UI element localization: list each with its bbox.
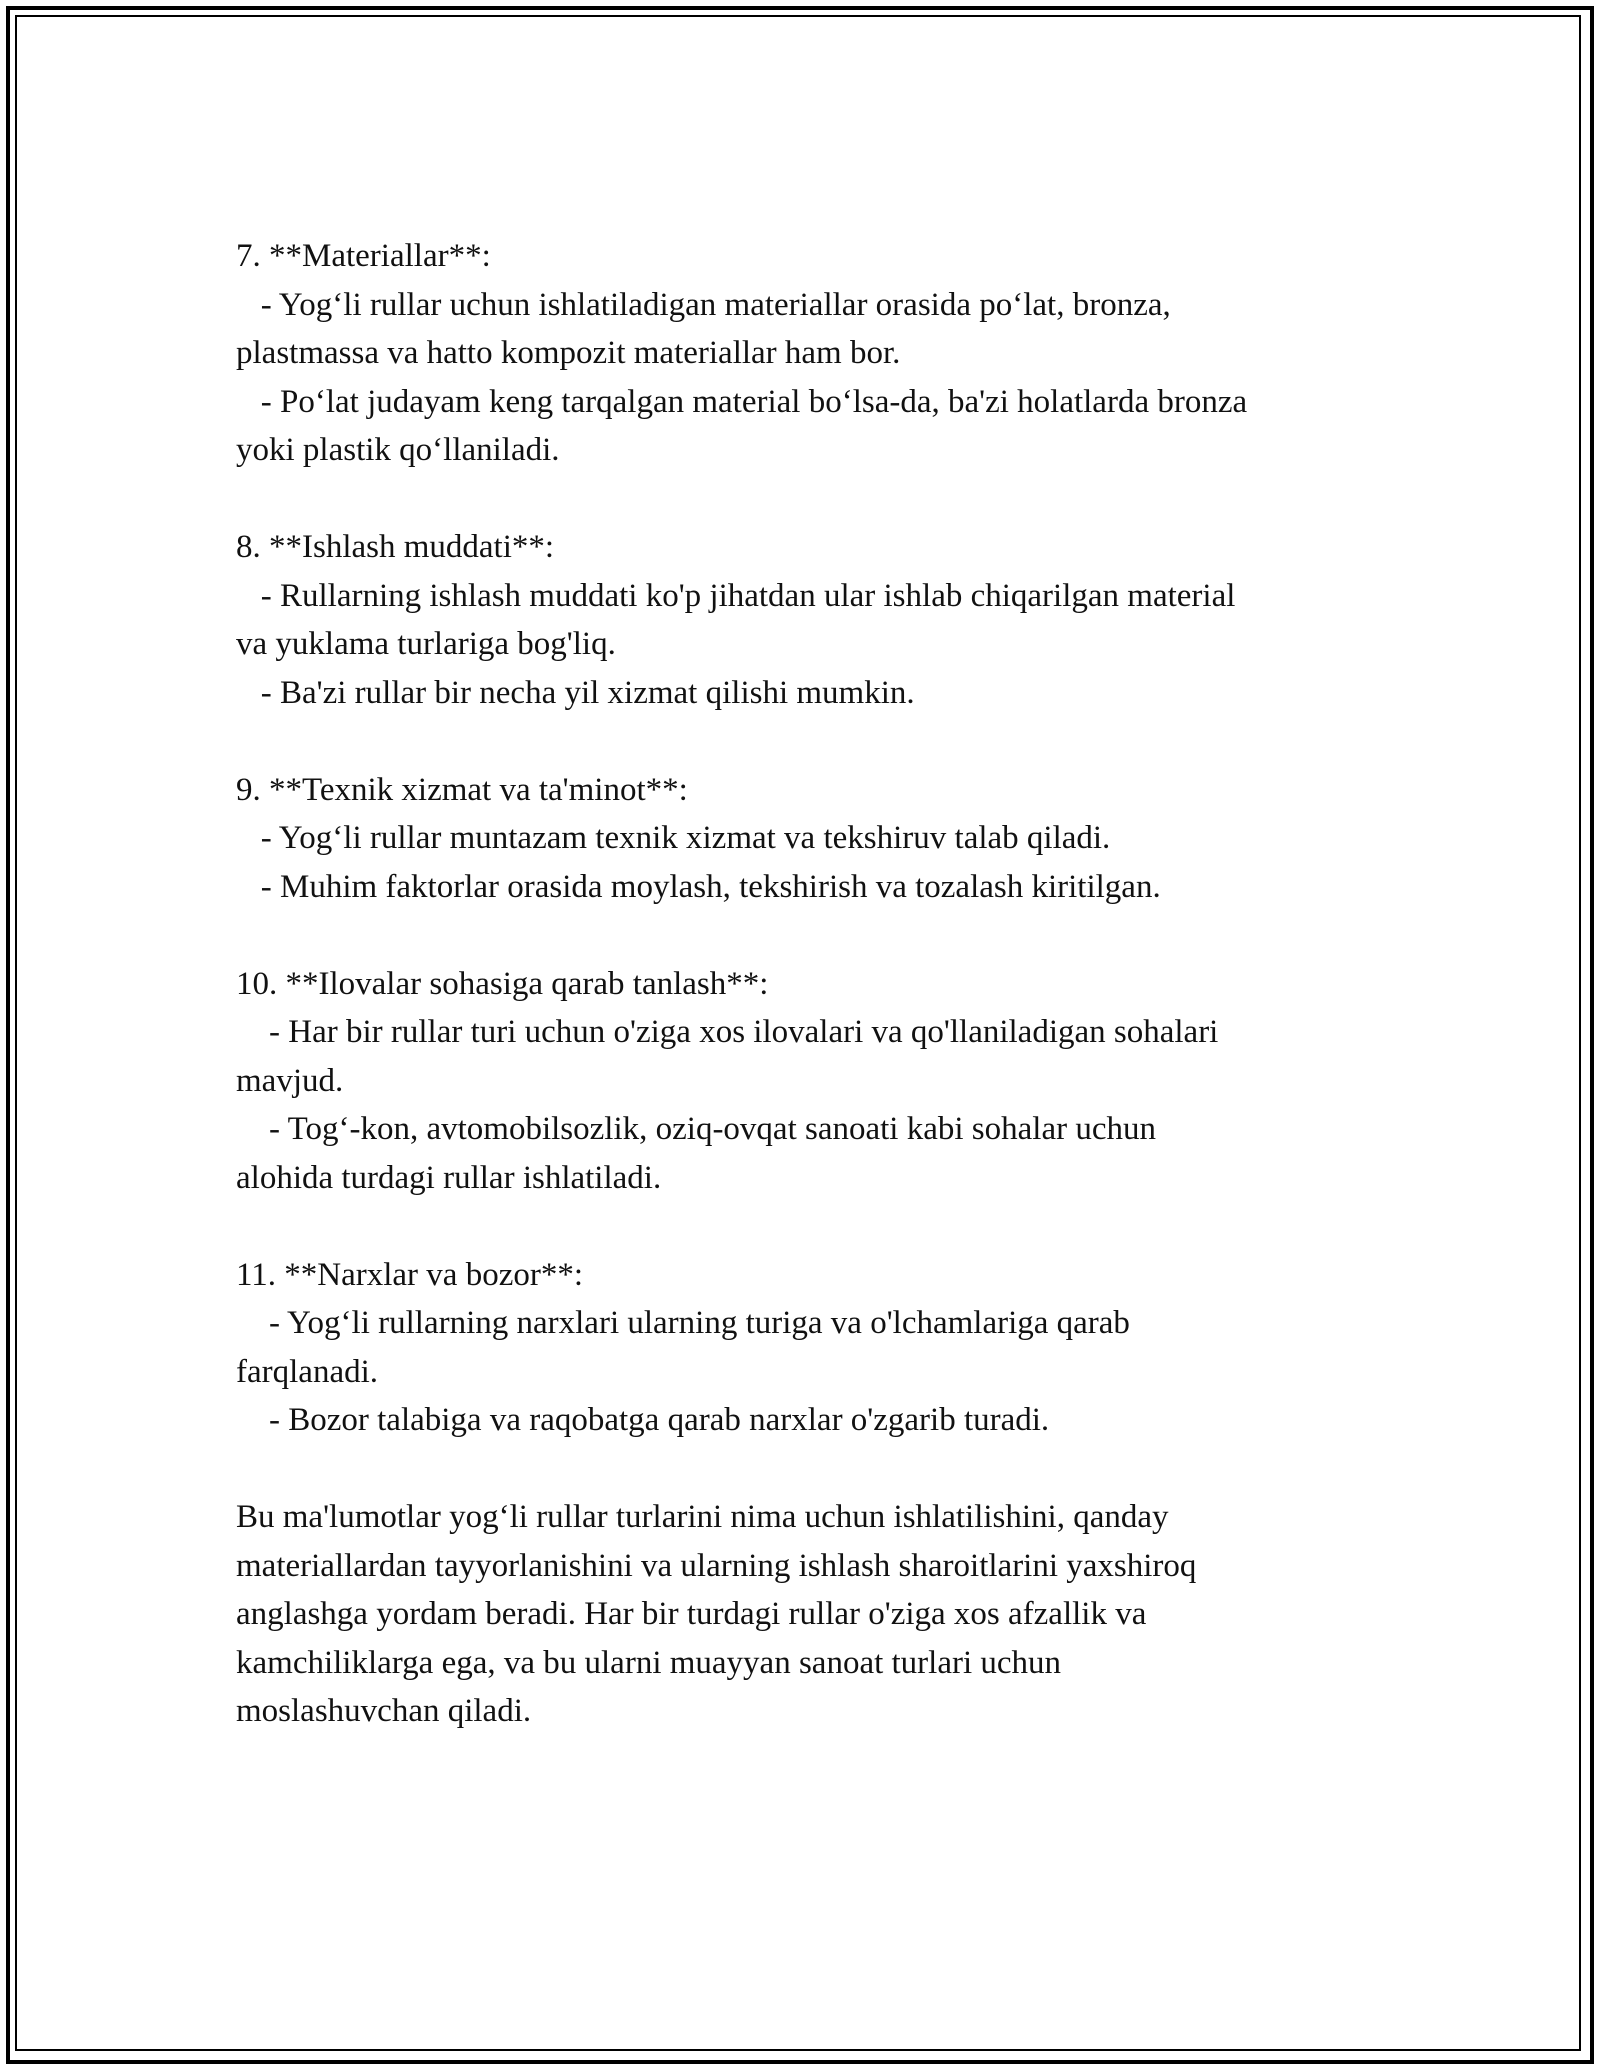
text-line: moslashuvchan qiladi. bbox=[236, 1693, 532, 1729]
blank-line bbox=[236, 1445, 1386, 1494]
text-line: - Po‘lat judayam keng tarqalgan material bo‘lsa-da, ba'zi holatlarda bronza bbox=[236, 383, 1248, 420]
blank-line bbox=[236, 1202, 1386, 1251]
text-line: - Har bir rullar turi uchun o'ziga xos ilovalari va qo'llaniladigan sohalari bbox=[236, 1014, 1219, 1050]
text-line: va yuklama turlariga bog'liq. bbox=[236, 626, 616, 662]
text-line: mavjud. bbox=[236, 1062, 344, 1099]
text-line: yoki plastik qo‘llaniladi. bbox=[236, 432, 560, 468]
text-line: - Rullarning ishlash muddati ko'p jihatdan ular ishlab chiqarilgan material bbox=[236, 577, 1236, 614]
blank-line bbox=[236, 911, 1386, 960]
text-line: - Ba'zi rullar bir necha yil xizmat qilishi mumkin. bbox=[236, 674, 915, 711]
document-body bbox=[236, 232, 1386, 1736]
text-line: farqlanadi. bbox=[236, 1353, 379, 1390]
text-line: 8. **Ishlash muddati**: bbox=[236, 529, 555, 565]
text-line: - Bozor talabiga va raqobatga qarab narxlar o'zgarib turadi. bbox=[236, 1402, 1050, 1438]
text-line: - Tog‘-kon, avtomobilsozlik, oziq-ovqat sanoati kabi sohalar uchun bbox=[236, 1111, 1156, 1147]
text-line: Bu ma'lumotlar yog‘li rullar turlarini nima uchun ishlatilishini, qanday bbox=[236, 1499, 1169, 1535]
text-line: materiallardan tayyorlanishini va ularning ishlash sharoitlarini yaxshiroq bbox=[236, 1547, 1197, 1584]
text-line: - Muhim faktorlar orasida moylash, tekshirish va tozalash kiritilgan. bbox=[236, 868, 1161, 905]
text-line: alohida turdagi rullar ishlatiladi. bbox=[236, 1159, 662, 1196]
text-line: plastmassa va hatto kompozit materiallar ham bor. bbox=[236, 335, 901, 371]
text-line: - Yog‘li rullarning narxlari ularning turiga va o'lchamlariga qarab bbox=[236, 1305, 1130, 1341]
text-line: kamchiliklarga ega, va bu ularni muayyan sanoat turlari uchun bbox=[236, 1644, 1062, 1681]
text-line: 9. **Texnik xizmat va ta'minot**: bbox=[236, 771, 688, 808]
text-line: anglashga yordam beradi. Har bir turdagi rullar o'ziga xos afzallik va bbox=[236, 1596, 1147, 1632]
text-line: 10. **Ilovalar sohasiga qarab tanlash**: bbox=[236, 965, 769, 1002]
text-line: 11. **Narxlar va bozor**: bbox=[236, 1256, 583, 1293]
text-line: - Yog‘li rullar uchun ishlatiladigan materiallar orasida po‘lat, bronza, bbox=[236, 286, 1171, 323]
text-line: - Yog‘li rullar muntazam texnik xizmat va tekshiruv talab qiladi. bbox=[236, 820, 1111, 856]
blank-line bbox=[236, 475, 1386, 524]
text-line: 7. **Materiallar**: bbox=[236, 238, 491, 274]
blank-line bbox=[236, 717, 1386, 766]
